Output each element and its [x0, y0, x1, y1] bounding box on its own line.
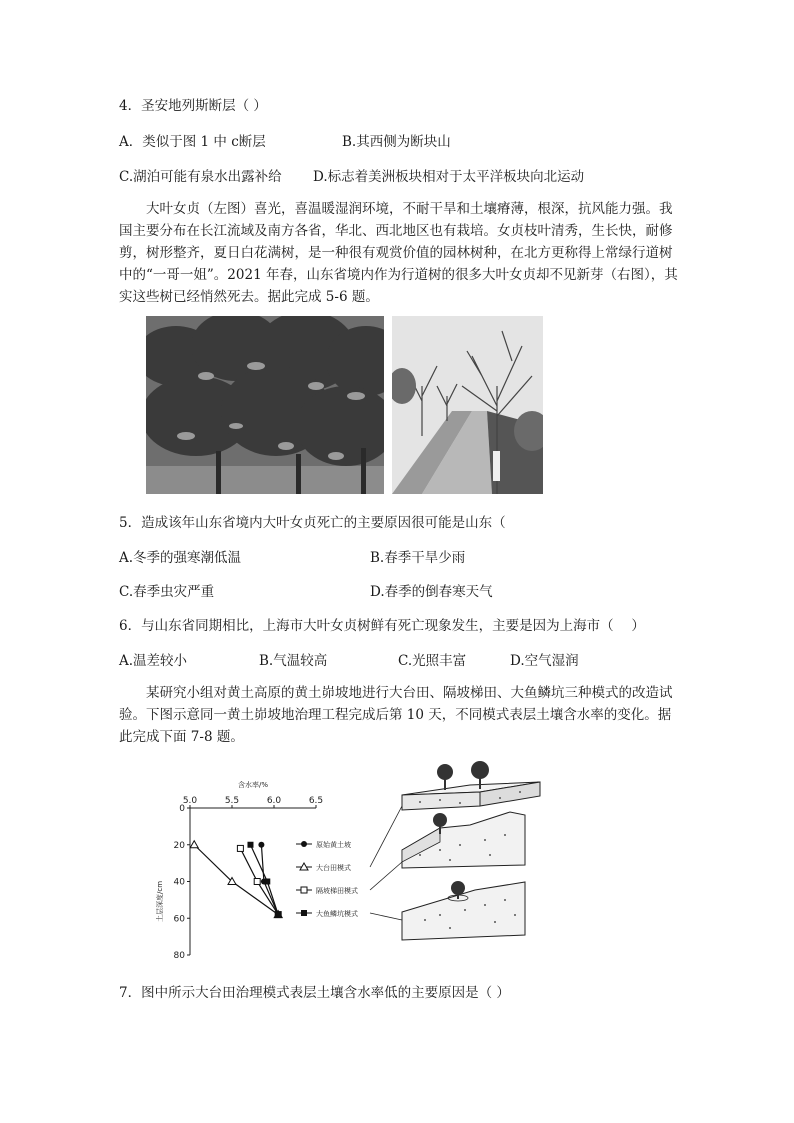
leader-line	[370, 913, 402, 920]
data-point	[275, 912, 281, 918]
data-point	[247, 842, 253, 848]
legend-marker	[301, 841, 307, 847]
x-tick-label: 6.5	[308, 796, 324, 806]
legend-label: 原始黄土坡	[316, 841, 351, 849]
data-point	[254, 879, 260, 885]
passage-privet: 大叶女贞（左图）喜光，喜温暖湿润环境，不耐干旱和土壤瘠薄，根深，抗风能力强。我国主要分布在长江流域及南方各省，华北、西北地区也有栽培。女贞枝叶清秀，生长快，耐修剪，树形整齐，夏日白花满树，是一种很有观赏价值的园林树种，在北方更称得上常绿行道树中的“一哥一姐”。2021 年春，山东省境内作为行道树的很多大叶女贞却不见新芽（右图），其实这些树已经悄然死去。据此完成 5-6 题。	[119, 201, 678, 305]
q6-option-a: A.温差较小	[119, 653, 188, 669]
q4-option-d: D.标志着美洲板块相对于太平洋板块向北运动	[313, 169, 585, 185]
illustration-slope-terrace	[402, 812, 525, 868]
data-point	[264, 879, 270, 885]
y-tick-label: 80	[173, 951, 185, 961]
soil-moisture-chart	[140, 750, 560, 965]
data-point	[258, 842, 264, 848]
q5-option-c: C.春季虫灾严重	[119, 584, 215, 600]
q4-option-c: C.湖泊可能有泉水出露补给	[119, 169, 282, 185]
terrace-illustrations	[402, 761, 540, 940]
passage-experiment: 某研究小组对黄土高原的黄土峁坡地进行大台田、隔坡梯田、大鱼鳞坑三种模式的改造试验。下图示意同一黄土峁坡地治理工程完成后第 10 天，不同模式表层土壤含水率的变化。据此完成下面 7-8 题。	[119, 685, 673, 745]
photo-dead-roadside-trees	[392, 316, 543, 494]
y-axis-label: 土层深度/cm	[156, 880, 164, 923]
y-tick-label: 20	[173, 840, 185, 851]
leader-line	[370, 806, 402, 867]
data-point	[237, 845, 243, 851]
q6-option-c: C.光照丰富	[398, 653, 467, 669]
illustration-big-terrace	[402, 761, 540, 810]
q5-stem: 5．造成该年山东省境内大叶女贞死亡的主要原因很可能是山东（	[119, 515, 506, 531]
x-tick-label: 5.5	[224, 796, 240, 806]
x-tick-label: 5.0	[182, 796, 198, 806]
q4-option-b: B.其西侧为断块山	[342, 134, 451, 150]
legend-marker	[301, 887, 307, 893]
y-tick-label: 40	[173, 877, 185, 888]
y-tick-label: 0	[179, 804, 185, 814]
y-tick-label: 60	[173, 914, 185, 925]
legend-label: 大鱼鳞坑模式	[316, 910, 358, 918]
q5-option-b: B.春季干旱少雨	[370, 550, 466, 566]
legend-label: 大台田模式	[316, 864, 351, 872]
data-point	[190, 841, 198, 848]
leader-line	[370, 862, 402, 890]
illustration-fish-scale-pit	[402, 881, 525, 940]
x-axis-label: 含水率/%	[237, 781, 269, 789]
photo-privet-tree	[146, 316, 384, 494]
q6-option-b: B.气温较高	[259, 653, 328, 669]
q4-stem: 4．圣安地列斯断层（ ）	[119, 98, 267, 114]
q5-option-a: A.冬季的强寒潮低温	[119, 550, 242, 566]
q5-option-d: D.春季的倒春寒天气	[370, 584, 493, 600]
q6-stem: 6．与山东省同期相比，上海市大叶女贞树鲜有死亡现象发生，主要是因为上海市（ ）	[119, 618, 645, 634]
legend-label: 隔坡梯田模式	[316, 887, 358, 895]
q4-option-a: A．类似于图 1 中 c断层	[119, 134, 266, 150]
legend-marker	[301, 910, 307, 916]
q6-option-d: D.空气湿润	[510, 653, 579, 669]
q7-stem: 7．图中所示大台田治理模式表层土壤含水率低的主要原因是（ ）	[119, 985, 510, 1001]
x-tick-label: 6.0	[266, 796, 282, 806]
